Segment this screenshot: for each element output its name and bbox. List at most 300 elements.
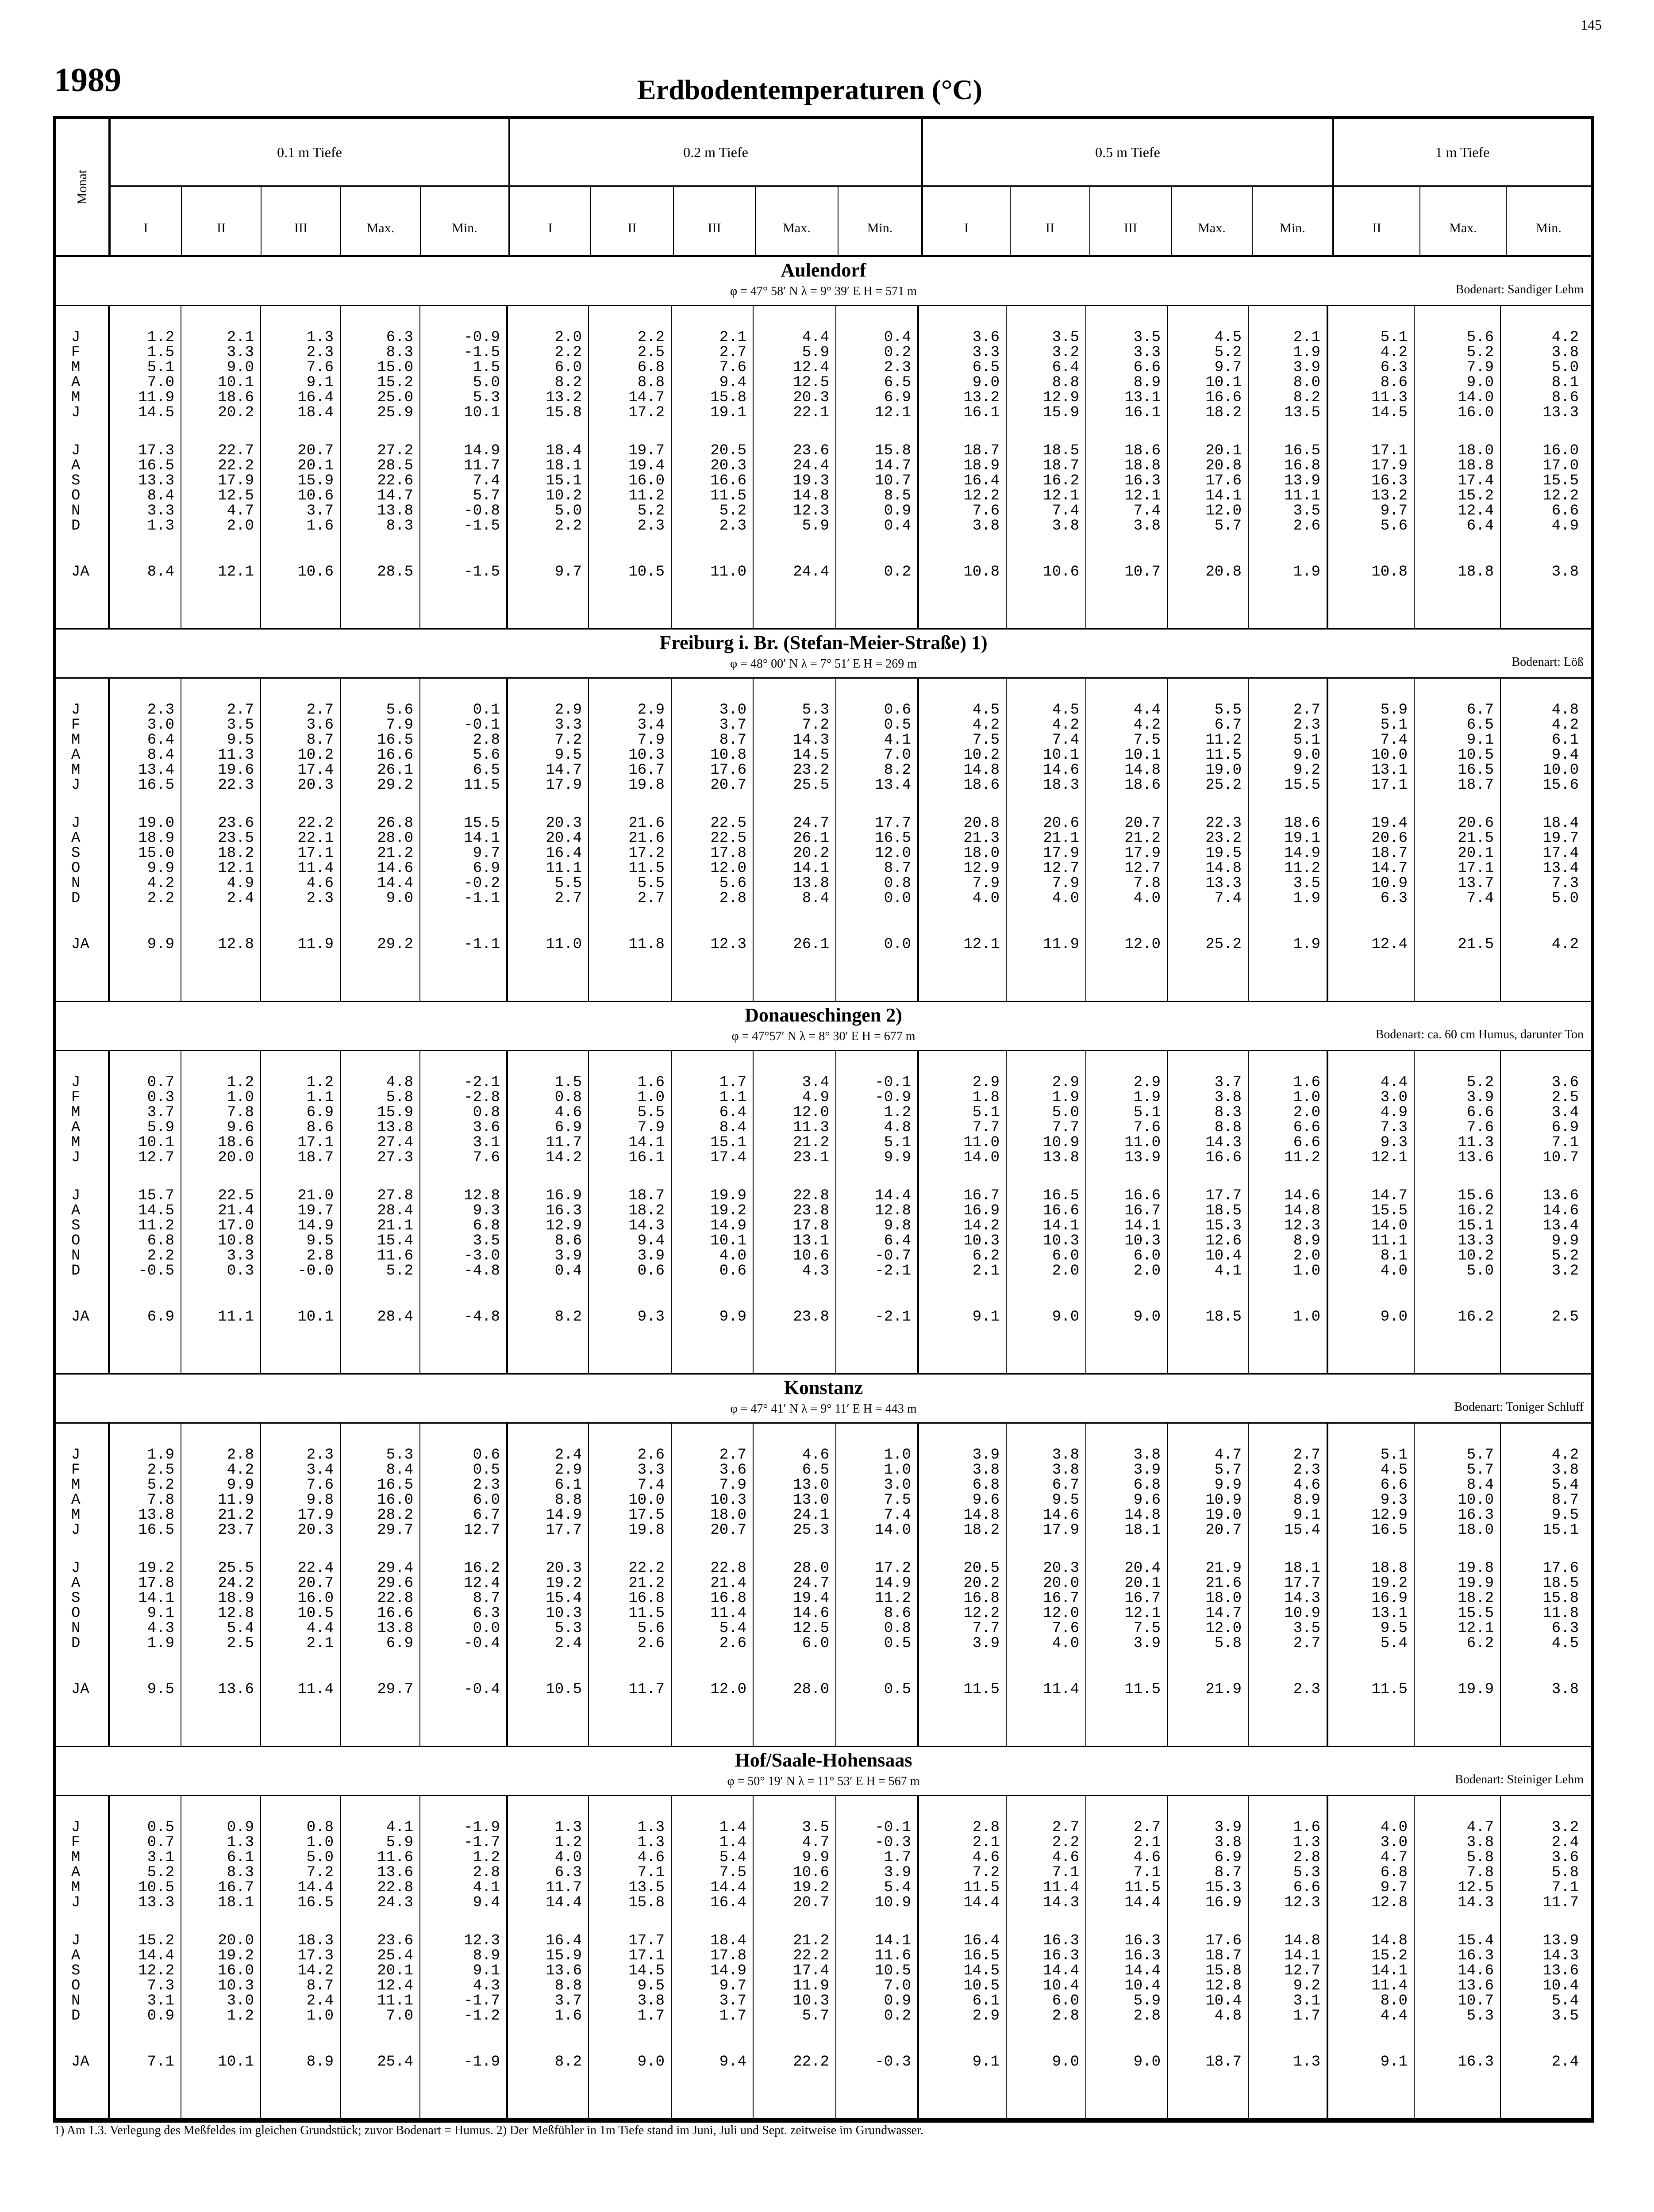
value-cell: 12.8	[1371, 1894, 1408, 1911]
month-label: M	[71, 1104, 81, 1121]
value-cell: 2.0	[1293, 1104, 1320, 1121]
value-cell: 13.3	[1205, 875, 1242, 892]
annual-value-cell: 29.2	[377, 936, 413, 953]
value-cell: 4.4	[306, 1620, 334, 1637]
value-cell: 2.9	[972, 2008, 1000, 2024]
value-cell: 19.4	[628, 457, 665, 474]
value-cell: 12.5	[1458, 1879, 1494, 1896]
value-cell: 21.5	[1458, 830, 1494, 847]
value-cell: 1.3	[637, 1834, 665, 1851]
value-cell: 12.4	[793, 359, 829, 376]
annual-value-cell: 9.1	[972, 1309, 1000, 1325]
value-cell: 9.1	[473, 1962, 500, 1979]
value-cell: 5.9	[1133, 1993, 1161, 2009]
value-cell: 14.1	[1124, 1217, 1161, 1234]
value-cell: 2.0	[1293, 1248, 1320, 1264]
value-cell: 4.5	[972, 702, 1000, 718]
annual-value-cell: 10.6	[1043, 564, 1079, 580]
value-cell: 17.3	[138, 442, 174, 459]
value-cell: 13.5	[628, 1879, 665, 1896]
value-cell: 4.3	[802, 1263, 829, 1279]
value-cell: 7.9	[719, 1477, 746, 1494]
value-cell: 7.2	[972, 1864, 1000, 1881]
value-cell: 22.8	[793, 1187, 829, 1204]
value-column	[110, 1796, 181, 2118]
value-cell: 19.2	[793, 1879, 829, 1896]
value-cell: 1.3	[227, 1834, 254, 1851]
value-cell: 16.0	[218, 1962, 254, 1979]
value-cell: 12.4	[464, 1575, 500, 1592]
value-cell: 1.4	[719, 1834, 746, 1851]
value-cell: 15.8	[710, 389, 746, 406]
value-cell: 15.9	[377, 1104, 413, 1121]
value-cell: 13.8	[793, 875, 829, 892]
value-cell: 12.1	[1124, 1605, 1161, 1622]
station-block	[56, 1002, 1591, 1375]
value-cell: 13.6	[546, 1962, 582, 1979]
value-column	[1415, 679, 1501, 1001]
value-cell: 24.7	[793, 1575, 829, 1592]
value-cell: -0.2	[464, 875, 500, 892]
value-cell: 15.5	[1371, 1202, 1408, 1219]
value-cell: 2.0	[1052, 1263, 1079, 1279]
value-cell: -1.5	[464, 344, 500, 361]
value-cell: 20.3	[546, 815, 582, 832]
value-cell: 16.5	[138, 1522, 174, 1539]
value-column	[672, 1796, 754, 2118]
value-column	[1249, 1424, 1328, 1746]
value-cell: 1.7	[719, 1074, 746, 1091]
value-cell: 8.0	[1293, 374, 1320, 391]
column-header: Min.	[867, 221, 893, 235]
value-cell: 25.9	[377, 404, 413, 421]
value-cell: 3.0	[884, 1477, 911, 1494]
value-cell: 12.7	[1284, 1962, 1320, 1979]
value-cell: 14.5	[793, 747, 829, 764]
annual-value-cell: 25.2	[1205, 936, 1242, 953]
value-cell: 0.8	[884, 1620, 911, 1637]
value-cell: 18.7	[1043, 457, 1079, 474]
value-cell: 5.0	[1052, 1104, 1079, 1121]
month-column	[56, 1051, 110, 1373]
value-cell: 11.6	[875, 1947, 911, 1964]
value-cell: 8.4	[147, 488, 174, 504]
value-cell: 0.6	[884, 702, 911, 718]
value-cell: 4.2	[1551, 329, 1579, 346]
value-cell: 6.6	[1466, 1104, 1494, 1121]
value-cell: 5.3	[1293, 1864, 1320, 1881]
value-cell: 5.3	[802, 702, 829, 718]
value-cell: 3.9	[1133, 1462, 1161, 1479]
value-cell: 11.2	[1284, 1149, 1320, 1166]
value-cell: 14.8	[963, 1507, 1000, 1524]
value-cell: 4.0	[1380, 1263, 1408, 1279]
value-cell: 8.7	[884, 860, 911, 877]
value-cell: 17.4	[297, 762, 334, 779]
value-cell: 16.7	[1124, 1202, 1161, 1219]
value-cell: 15.1	[546, 472, 582, 489]
value-cell: 1.3	[306, 329, 334, 346]
value-cell: 21.2	[1124, 830, 1161, 847]
value-cell: 16.4	[297, 389, 334, 406]
value-cell: 13.6	[1458, 1978, 1494, 1994]
value-cell: 1.2	[227, 2008, 254, 2024]
value-cell: 0.0	[884, 890, 911, 907]
month-label: M	[71, 389, 81, 406]
value-cell: 5.9	[802, 344, 829, 361]
value-cell: 10.4	[1205, 1993, 1242, 2009]
value-cell: 18.8	[1371, 1560, 1408, 1577]
value-cell: -1.7	[464, 1993, 500, 2009]
value-cell: 6.3	[1380, 359, 1408, 376]
value-column	[754, 1051, 836, 1373]
annual-value-cell: -1.5	[464, 564, 500, 580]
annual-value-cell: 1.9	[1293, 564, 1320, 580]
month-label: A	[71, 1864, 81, 1881]
annual-value-cell: 12.1	[218, 564, 254, 580]
annual-value-cell: -0.4	[464, 1681, 500, 1698]
value-column	[836, 1424, 919, 1746]
value-cell: 26.8	[377, 815, 413, 832]
value-cell: 17.7	[1284, 1575, 1320, 1592]
value-cell: 7.6	[1052, 1620, 1079, 1637]
annual-value-cell: -2.1	[875, 1309, 911, 1325]
value-cell: 7.9	[1052, 875, 1079, 892]
value-cell: 1.2	[554, 1834, 582, 1851]
annual-label: JA	[71, 936, 89, 953]
value-cell: 3.3	[637, 1462, 665, 1479]
value-cell: 13.6	[1542, 1187, 1579, 1204]
value-cell: 17.8	[793, 1217, 829, 1234]
value-cell: 12.9	[546, 1217, 582, 1234]
annual-value-cell: 11.1	[218, 1309, 254, 1325]
value-cell: 16.0	[297, 1590, 334, 1607]
station-name: Konstanz	[784, 1377, 863, 1398]
value-column	[672, 1051, 754, 1373]
value-cell: 1.6	[306, 518, 334, 534]
station-header	[56, 1002, 1591, 1051]
value-cell: 14.5	[628, 1962, 665, 1979]
column-header: II	[182, 187, 262, 255]
value-cell: 14.6	[1043, 1507, 1079, 1524]
value-cell: 10.6	[297, 488, 334, 504]
value-cell: -3.0	[464, 1248, 500, 1264]
value-cell: 0.6	[473, 1447, 500, 1463]
value-cell: 1.9	[1293, 890, 1320, 907]
value-cell: 4.2	[1133, 717, 1161, 733]
value-cell: 20.1	[1458, 845, 1494, 862]
value-cell: 3.1	[147, 1993, 174, 2009]
value-cell: 18.7	[628, 1187, 665, 1204]
value-cell: 6.7	[1052, 1477, 1079, 1494]
value-cell: 14.1	[793, 860, 829, 877]
station-coordinates: φ = 48° 00′ N λ = 7° 51′ E H = 269 m	[730, 657, 917, 671]
value-cell: 17.4	[710, 1149, 746, 1166]
value-cell: 7.9	[637, 1119, 665, 1136]
value-cell: 7.4	[884, 1507, 911, 1524]
value-cell: 9.0	[1466, 374, 1494, 391]
value-cell: 7.1	[1133, 1864, 1161, 1881]
value-cell: 0.6	[719, 1263, 746, 1279]
annual-value-cell: 20.8	[1205, 564, 1242, 580]
page-title: Erdbodentemperaturen (°C)	[637, 74, 982, 105]
value-cell: 22.5	[218, 1187, 254, 1204]
month-label: J	[71, 1560, 81, 1577]
month-label: M	[71, 1134, 81, 1151]
value-cell: 6.0	[1052, 1248, 1079, 1264]
value-cell: 5.4	[719, 1849, 746, 1866]
value-cell: 12.2	[963, 488, 1000, 504]
value-cell: 5.1	[147, 359, 174, 376]
value-cell: 9.9	[1214, 1477, 1242, 1494]
annual-value-cell: 19.9	[1458, 1681, 1494, 1698]
value-cell: 21.1	[377, 1217, 413, 1234]
value-cell: 16.5	[1371, 1522, 1408, 1539]
value-cell: 6.6	[1293, 1119, 1320, 1136]
value-cell: 8.9	[1133, 374, 1161, 391]
value-cell: 21.2	[218, 1507, 254, 1524]
value-cell: 5.7	[802, 2008, 829, 2024]
value-cell: 17.1	[297, 1134, 334, 1151]
value-cell: 3.8	[1214, 1834, 1242, 1851]
value-column	[341, 306, 420, 628]
column-header: III	[674, 187, 756, 255]
value-cell: 11.5	[710, 488, 746, 504]
value-cell: 4.6	[554, 1104, 582, 1121]
value-cell: 6.9	[386, 1635, 413, 1652]
value-cell: 25.2	[1205, 777, 1242, 794]
value-cell: 6.0	[1133, 1248, 1161, 1264]
value-cell: 16.5	[138, 457, 174, 474]
value-cell: 10.1	[710, 1233, 746, 1249]
value-cell: 4.8	[1214, 2008, 1242, 2024]
value-cell: 22.5	[710, 815, 746, 832]
value-cell: 2.5	[637, 344, 665, 361]
value-cell: 7.5	[1133, 732, 1161, 749]
value-cell: 13.6	[1458, 1149, 1494, 1166]
value-cell: 0.2	[884, 344, 911, 361]
value-cell: 0.8	[884, 875, 911, 892]
month-label: A	[71, 1947, 81, 1964]
value-cell: 16.6	[377, 1605, 413, 1622]
month-label: J	[71, 1149, 81, 1166]
value-cell: -1.5	[464, 518, 500, 534]
value-cell: 17.8	[138, 1575, 174, 1592]
value-column	[1007, 1796, 1086, 2118]
value-cell: -2.8	[464, 1089, 500, 1106]
annual-value-cell: 16.2	[1458, 1309, 1494, 1325]
value-cell: 11.7	[464, 457, 500, 474]
value-cell: 22.1	[297, 830, 334, 847]
value-cell: 7.6	[719, 359, 746, 376]
value-cell: 14.4	[377, 875, 413, 892]
value-cell: 15.8	[1542, 1590, 1579, 1607]
annual-value-cell: 12.0	[1124, 936, 1161, 953]
value-cell: 4.3	[473, 1978, 500, 1994]
month-label: J	[71, 1187, 81, 1204]
value-cell: 5.6	[386, 702, 413, 718]
value-cell: 6.9	[1551, 1119, 1579, 1136]
value-cell: 9.9	[147, 860, 174, 877]
value-cell: -2.1	[875, 1263, 911, 1279]
value-cell: 7.1	[1551, 1134, 1579, 1151]
annual-value-cell: 9.1	[1380, 2054, 1408, 2070]
value-cell: 17.2	[628, 845, 665, 862]
value-cell: 11.5	[464, 777, 500, 794]
value-cell: 4.1	[386, 1819, 413, 1836]
value-cell: 3.3	[227, 1248, 254, 1264]
value-cell: 16.4	[963, 472, 1000, 489]
value-cell: 8.2	[884, 762, 911, 779]
value-cell: 14.8	[1205, 860, 1242, 877]
value-cell: 13.8	[377, 503, 413, 519]
value-cell: 2.7	[554, 890, 582, 907]
value-cell: 2.3	[147, 702, 174, 718]
value-cell: 10.6	[793, 1248, 829, 1264]
value-cell: 4.1	[473, 1879, 500, 1896]
value-cell: 2.3	[473, 1477, 500, 1494]
value-cell: 1.2	[473, 1849, 500, 1866]
value-cell: 20.0	[218, 1149, 254, 1166]
value-cell: 3.9	[1214, 1819, 1242, 1836]
value-cell: 20.7	[1205, 1522, 1242, 1539]
annual-value-cell: -4.8	[464, 1309, 500, 1325]
value-cell: 3.2	[1551, 1819, 1579, 1836]
value-cell: 16.4	[546, 1932, 582, 1949]
value-cell: 0.9	[227, 1819, 254, 1836]
value-cell: 6.7	[1214, 717, 1242, 733]
value-cell: 0.8	[554, 1089, 582, 1106]
value-cell: 6.9	[473, 860, 500, 877]
value-cell: 4.7	[227, 503, 254, 519]
value-cell: 2.6	[719, 1635, 746, 1652]
value-cell: 10.3	[963, 1233, 1000, 1249]
value-cell: 6.3	[554, 1864, 582, 1881]
value-cell: 24.2	[218, 1575, 254, 1592]
value-cell: 15.1	[1542, 1522, 1579, 1539]
column-header: Min.	[1536, 221, 1562, 235]
value-cell: 5.2	[147, 1864, 174, 1881]
station-soil-type: Bodenart: Steiniger Lehm	[1455, 1773, 1584, 1786]
value-cell: 16.2	[1043, 472, 1079, 489]
value-cell: 17.9	[297, 1507, 334, 1524]
value-cell: 22.8	[710, 1560, 746, 1577]
value-cell: 2.7	[1293, 702, 1320, 718]
value-cell: 18.6	[963, 777, 1000, 794]
column-header: II	[1011, 187, 1090, 255]
value-cell: 12.0	[1043, 1605, 1079, 1622]
value-cell: 14.9	[546, 1507, 582, 1524]
value-cell: 2.3	[306, 344, 334, 361]
value-cell: 5.8	[1214, 1635, 1242, 1652]
value-cell: 6.2	[972, 1248, 1000, 1264]
value-cell: 2.8	[972, 1819, 1000, 1836]
value-cell: -0.1	[464, 717, 500, 733]
value-cell: 6.6	[1551, 503, 1579, 519]
annual-value-cell: 1.9	[1293, 936, 1320, 953]
value-cell: 28.0	[793, 1560, 829, 1577]
value-cell: 14.4	[546, 1894, 582, 1911]
value-cell: 9.5	[1052, 1492, 1079, 1509]
value-cell: 14.4	[297, 1879, 334, 1896]
value-cell: 3.9	[972, 1635, 1000, 1652]
value-cell: 21.1	[1043, 830, 1079, 847]
value-column	[1007, 306, 1086, 628]
value-cell: 3.8	[1551, 1462, 1579, 1479]
value-cell: 7.4	[1133, 503, 1161, 519]
value-column	[1328, 679, 1415, 1001]
value-cell: 0.5	[884, 717, 911, 733]
value-cell: 0.4	[884, 518, 911, 534]
value-cell: 6.8	[972, 1477, 1000, 1494]
value-cell: 15.2	[1371, 1947, 1408, 1964]
value-cell: 7.4	[1052, 732, 1079, 749]
value-cell: 3.3	[227, 344, 254, 361]
value-cell: 1.2	[306, 1074, 334, 1091]
value-cell: 8.4	[147, 747, 174, 764]
value-cell: 15.4	[546, 1590, 582, 1607]
value-cell: 10.0	[1542, 762, 1579, 779]
value-cell: 10.7	[875, 472, 911, 489]
value-cell: 13.5	[1284, 404, 1320, 421]
value-column	[1168, 679, 1249, 1001]
value-cell: 15.8	[875, 442, 911, 459]
value-cell: 22.1	[793, 404, 829, 421]
column-header: Max.	[756, 187, 839, 255]
value-column	[1328, 1796, 1415, 2118]
value-cell: 1.0	[1293, 1263, 1320, 1279]
value-cell: 17.8	[710, 1947, 746, 1964]
value-cell: 3.5	[1133, 329, 1161, 346]
value-cell: 18.1	[1284, 1560, 1320, 1577]
value-cell: 2.1	[972, 1263, 1000, 1279]
value-cell: 2.9	[554, 702, 582, 718]
value-cell: 10.5	[1458, 747, 1494, 764]
temperature-table	[53, 116, 1594, 2123]
value-cell: 11.2	[1284, 860, 1320, 877]
value-cell: 3.8	[972, 1462, 1000, 1479]
value-cell: 4.3	[147, 1620, 174, 1637]
value-cell: 6.5	[1466, 717, 1494, 733]
value-cell: 1.5	[473, 359, 500, 376]
value-cell: 20.1	[1205, 442, 1242, 459]
value-cell: 10.5	[297, 1605, 334, 1622]
value-cell: 12.9	[1043, 389, 1079, 406]
annual-value-cell: 2.5	[1551, 1309, 1579, 1325]
value-cell: 22.2	[793, 1947, 829, 1964]
value-cell: 1.3	[637, 1819, 665, 1836]
annual-value-cell: 10.1	[218, 2054, 254, 2070]
value-cell: 14.4	[138, 1947, 174, 1964]
value-cell: 2.2	[554, 344, 582, 361]
value-cell: 3.7	[719, 1993, 746, 2009]
value-cell: 5.1	[884, 1134, 911, 1151]
value-cell: 18.1	[546, 457, 582, 474]
value-cell: 14.6	[793, 1605, 829, 1622]
value-cell: 7.9	[1466, 359, 1494, 376]
value-cell: 5.9	[386, 1834, 413, 1851]
value-cell: 10.6	[793, 1864, 829, 1881]
value-cell: 15.4	[1458, 1932, 1494, 1949]
month-label: F	[71, 1834, 81, 1851]
value-cell: 14.8	[1284, 1202, 1320, 1219]
value-column	[508, 1051, 589, 1373]
value-cell: 18.6	[1284, 815, 1320, 832]
annual-value-cell: 28.0	[793, 1681, 829, 1698]
value-cell: 8.9	[1293, 1233, 1320, 1249]
month-label: D	[71, 518, 81, 534]
value-cell: 19.2	[710, 1202, 746, 1219]
